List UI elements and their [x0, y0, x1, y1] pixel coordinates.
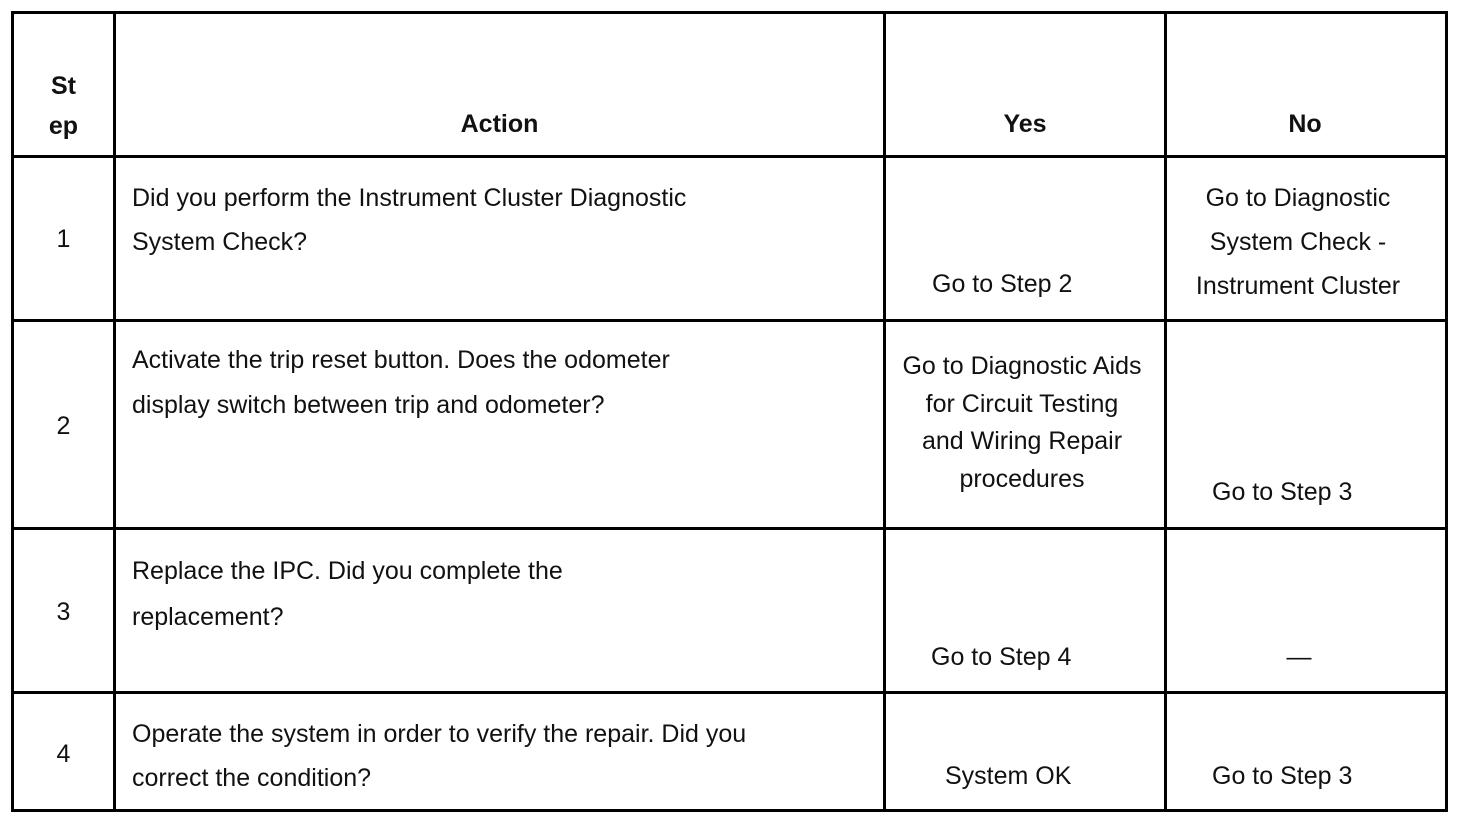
no-result: Go to Step 3	[1212, 478, 1353, 506]
step-number: 2	[56, 412, 71, 440]
action-line: replacement?	[132, 603, 284, 631]
diagnostic-table	[11, 11, 1448, 812]
action-text	[132, 338, 872, 428]
yes-result: Go to Step 4	[931, 643, 1072, 671]
row-divider	[14, 691, 1445, 694]
yes-result-line: Go to Diagnostic Aids	[902, 352, 1142, 380]
step-number: 1	[56, 225, 71, 253]
row-divider	[14, 319, 1445, 322]
no-result: —	[1286, 643, 1312, 671]
no-result-line: Instrument Cluster	[1195, 272, 1401, 300]
yes-result	[886, 348, 1158, 498]
header-yes: Yes	[1003, 110, 1047, 138]
action-line: Did you perform the Instrument Cluster Diagnostic	[132, 184, 687, 212]
no-result-line: Go to Diagnostic	[1205, 184, 1391, 212]
action-text	[132, 712, 872, 800]
step-number: 4	[56, 740, 71, 768]
header-action: Action	[460, 110, 539, 138]
yes-result-line: and Wiring Repair	[921, 427, 1123, 455]
header-step-line2: ep	[48, 112, 79, 140]
action-text	[132, 548, 872, 640]
row-divider	[14, 155, 1445, 158]
no-result: Go to Step 3	[1212, 762, 1353, 790]
row-divider	[14, 527, 1445, 530]
header-step-line1: St	[51, 72, 76, 100]
action-text	[132, 176, 872, 264]
header-step	[14, 66, 113, 146]
yes-result-line: for Circuit Testing	[925, 389, 1119, 418]
yes-result: System OK	[945, 762, 1072, 790]
header-no: No	[1288, 110, 1322, 138]
action-line: Replace the IPC. Did you complete the	[132, 557, 563, 585]
no-result	[1167, 176, 1429, 308]
action-line: Operate the system in order to verify the repair. Did you	[132, 720, 747, 748]
no-result-line: System Check -	[1209, 228, 1387, 256]
yes-result-line: procedures	[959, 464, 1085, 493]
action-line: System Check?	[132, 228, 308, 256]
action-line: display switch between trip and odometer?	[132, 391, 605, 419]
yes-result: Go to Step 2	[932, 270, 1073, 298]
action-line: Activate the trip reset button. Does the odometer	[132, 346, 670, 374]
step-number: 3	[56, 598, 71, 626]
action-line: correct the condition?	[132, 764, 372, 792]
